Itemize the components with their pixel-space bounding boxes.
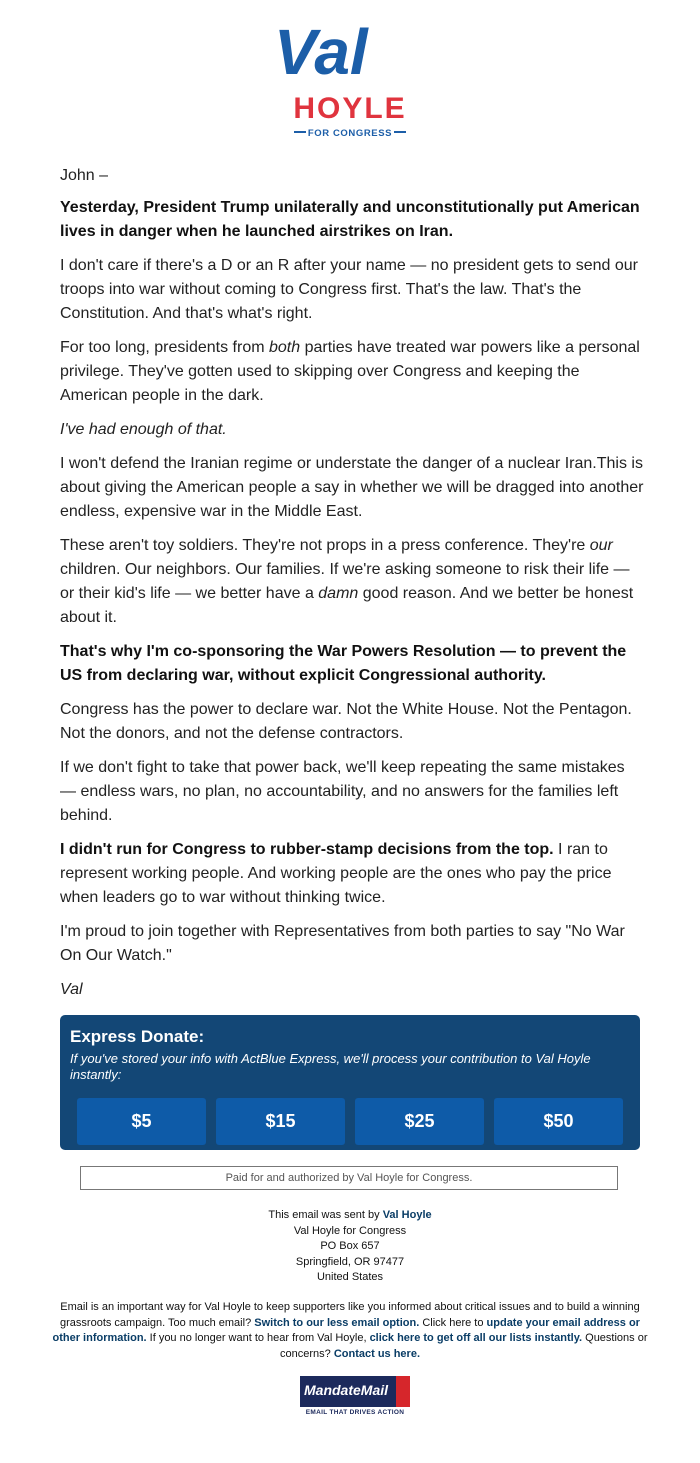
mandatemail-badge[interactable] [300,1376,410,1418]
sent-by-prefix: This email was sent by [268,1209,383,1221]
address-line-1: Val Hoyle for Congress [293,1224,407,1237]
contact-link[interactable]: Contact us here. [333,1347,420,1360]
footer-note [50,1300,650,1362]
donate-15-button[interactable]: $15 [216,1098,345,1145]
footer-address [0,1208,700,1286]
campaign-logo [270,12,430,142]
logo-first-name: Val [274,16,368,88]
paragraph-1: Yesterday, President Trump unilaterally and unconstitutionally put American lives in danger when he launched airstrikes on Iran. [60,199,640,240]
address-line-3: Springfield, OR 97477 [295,1255,405,1268]
paragraph-4: I've had enough of that. [60,421,227,438]
address-line-4: United States [316,1271,384,1283]
donate-amount-buttons [77,1098,623,1145]
logo-tagline: FOR CONGRESS [307,128,393,139]
mandatemail-name: MandateMail [304,1382,389,1398]
express-donate-panel [60,1015,640,1150]
paragraph-10 [60,838,645,910]
donate-25-button[interactable]: $25 [355,1098,484,1145]
address-line-2: PO Box 657 [320,1240,380,1252]
sent-by-line [0,1208,700,1224]
paragraph-3 [60,336,645,408]
paragraph-6-text-end: good reason. And we better be honest about it. [60,585,634,626]
paid-for-disclaimer: Paid for and authorized by Val Hoyle for Congress. [80,1166,618,1190]
footer-note-text-4: Questions or concerns? [280,1332,648,1360]
express-donate-subtitle: If you've stored your info with ActBlue Express, we'll process your contribution to Val Hoyle instantly: [70,1051,591,1082]
paragraph-5: I won't defend the Iranian regime or understate the danger of a nuclear Iran.This is about giving the American people a say in whether we will be dragged into another endless, expensive war in the Middle East. [60,455,644,520]
donate-50-button[interactable]: $50 [494,1098,623,1145]
paragraph-10-bold: I didn't run for Congress to rubber-stamp decisions from the top. [60,841,554,858]
footer-note-text-3: If you no longer want to hear from Val Hoyle, [146,1332,370,1344]
paragraph-3-text: For too long, presidents from [60,339,269,356]
paragraph-6 [60,534,645,630]
paragraph-6-emphasis-our: our [589,537,613,554]
paragraph-11: I'm proud to join together with Representatives from both parties to say "No War On Our Watch." [60,923,625,964]
paragraph-7: That's why I'm co-sponsoring the War Powers Resolution — to prevent the US from declaring war, without explicit Congressional authority. [60,643,627,684]
unsubscribe-link[interactable]: click here to get off all our lists instantly. [369,1332,583,1344]
paragraph-9: If we don't fight to take that power back, we'll keep repeating the same mistakes — endless wars, no plan, no accountability, and no answers for the families left behind. [60,759,625,824]
paragraph-3-text-end: parties have treated war powers like a personal privilege. They've gotten used to skipping over Congress and keeping the American people in the dark. [60,339,640,404]
update-email-link[interactable]: update your email address or other information. [52,1316,640,1344]
sent-by-link[interactable]: Val Hoyle [382,1209,432,1221]
mandatemail-flag-icon [396,1376,410,1407]
greeting: John – [60,167,109,184]
less-email-link[interactable]: Switch to our less email option. [254,1316,420,1329]
paragraph-6-text: These aren't toy soldiers. They're not props in a press conference. They're [60,537,590,554]
val-hoyle-logo-graphic [270,12,430,142]
paragraph-10-text: I ran to represent working people. And working people are the ones who pay the price when leaders go to war without thinking twice. [60,841,612,906]
paragraph-3-emphasis: both [268,339,301,356]
footer-note-text-1: Email is an important way for Val Hoyle to keep supporters like you informed about critical issues and to build a winning grassroots campaign. Too much email? [60,1301,640,1329]
paragraph-6-emphasis-damn: damn [318,585,359,602]
logo-last-name: HOYLE [293,92,407,125]
donate-5-button[interactable]: $5 [77,1098,206,1145]
paragraph-2: I don't care if there's a D or an R after your name — no president gets to send our troops into war without coming to Congress first. That's the law. That's the Constitution. And that's what's right. [60,257,638,322]
email-body [60,164,645,1012]
mandatemail-tagline: EMAIL THAT DRIVES ACTION [300,1407,410,1418]
paragraph-6-text-mid: children. Our neighbors. Our families. If we're asking someone to risk their life — or their kid's life — we better have a [60,561,630,602]
paragraph-8: Congress has the power to declare war. Not the White House. Not the Pentagon. Not the donors, and not the defense contractors. [60,701,632,742]
footer-note-text-2: Click here to [419,1316,487,1329]
signature: Val [60,981,83,998]
express-donate-title: Express Donate: [70,1027,205,1046]
